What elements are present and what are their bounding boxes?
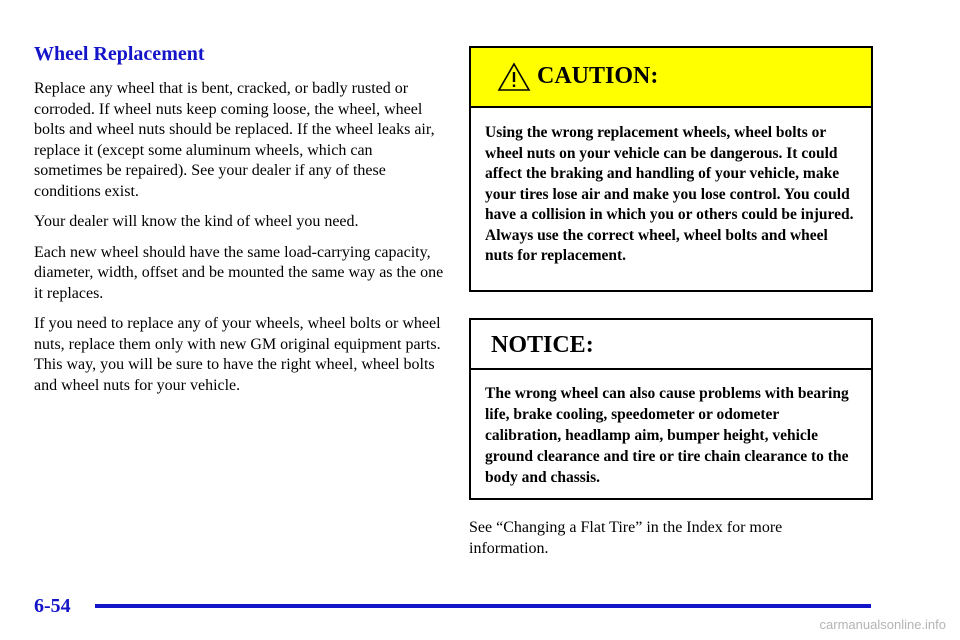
paragraph-wheel-condition: Replace any wheel that is bent, cracked, or badly rusted or corroded. If wheel nuts keep coming loose, the wheel, wheel bolts and wheel nuts should be replaced. If the wheel leaks air, replace it (except some aluminum wheels, which can sometimes be repaired). See your dealer if any of these conditions exist. <box>34 80 435 200</box>
notice-box <box>469 318 873 500</box>
warning-triangle-icon <box>497 62 531 92</box>
watermark: carmanualsonline.info <box>819 617 946 632</box>
paragraph-dealer-knows: Your dealer will know the kind of wheel you need. <box>34 213 359 230</box>
left-column <box>34 40 444 406</box>
caution-header <box>471 48 871 108</box>
paragraph-wheel-specs: Each new wheel should have the same load-carrying capacity, diameter, width, offset and be mounted the same way as the one it replaces. <box>34 243 444 302</box>
footer-rule <box>95 604 871 608</box>
notice-header <box>471 320 871 370</box>
caution-box <box>469 46 873 292</box>
notice-title: NOTICE: <box>491 332 594 358</box>
caution-title: CAUTION: <box>537 63 659 89</box>
page-number: 6-54 <box>34 595 71 617</box>
paragraph-gm-parts: If you need to replace any of your wheels, wheel bolts or wheel nuts, replace them only with new GM original equipment parts. This way, you will be sure to have the right wheel, wheel bolts and wheel nuts for your vehicle. <box>34 315 441 394</box>
section-title: Wheel Replacement <box>34 43 205 65</box>
see-more-text: See “Changing a Flat Tire” in the Index for more information. <box>469 519 783 557</box>
caution-text: Using the wrong replacement wheels, wheel bolts or wheel nuts on your vehicle can be dangerous. It could affect the braking and handling of your vehicle, make your tires lose air and make you lose control. You could have a collision in which you or others could be injured. Always use the correct wheel, wheel bolts and wheel nuts for replacement. <box>485 124 854 264</box>
notice-text: The wrong wheel can also cause problems with bearing life, brake cooling, speedometer or odometer calibration, headlamp aim, bumper height, vehicle ground clearance and tire or tire chain clearance to the body and chassis. <box>485 385 849 486</box>
